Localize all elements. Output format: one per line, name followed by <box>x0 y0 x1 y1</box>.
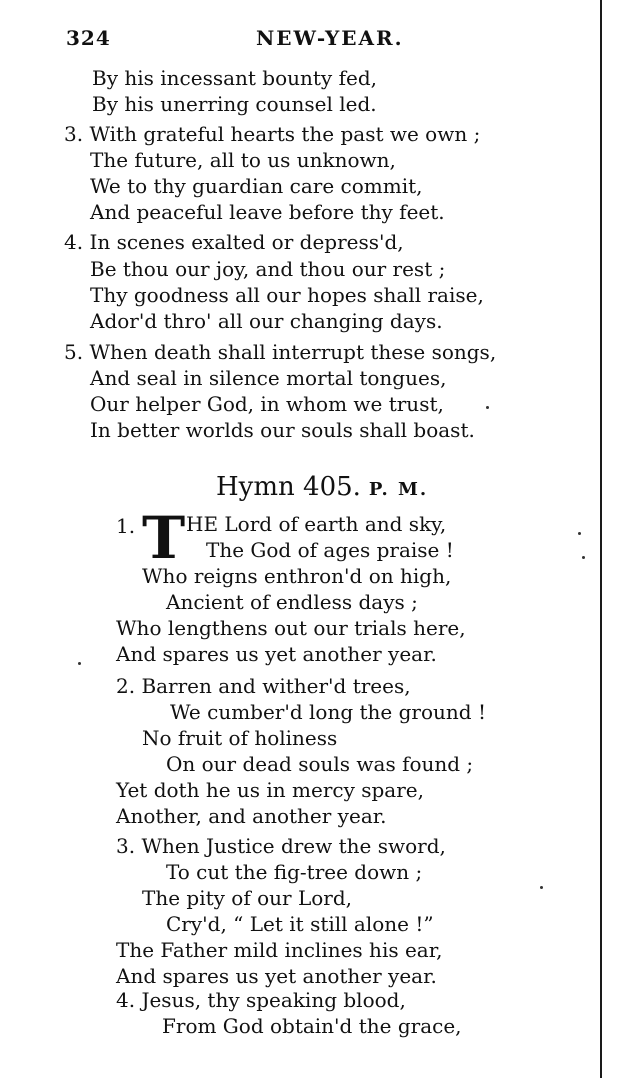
hymn-line: Thy goodness all our hopes shall raise, <box>90 283 484 307</box>
hymn-line: Be thou our joy, and thou our rest ; <box>90 257 446 281</box>
hymn-line: On our dead souls was found ; <box>166 752 474 776</box>
hymn-line: By his unerring counsel led. <box>92 92 377 116</box>
hymn-line: 5. When death shall interrupt these songs, <box>64 340 497 364</box>
hymn-line: The God of ages praise ! <box>206 538 454 562</box>
hymn-line: Another, and another year. <box>116 804 387 828</box>
hymn-line: The Father mild inclines his ear, <box>116 938 443 962</box>
running-title: NEW-YEAR. <box>256 26 404 50</box>
hymn-meter: P. M. <box>368 479 429 500</box>
hymn-line: Ador'd thro' all our changing days. <box>90 309 443 333</box>
hymn-line: We cumber'd long the ground ! <box>170 700 486 724</box>
hymn-line: 2. Barren and wither'd trees, <box>116 674 411 698</box>
hymn-line: Our helper God, in whom we trust, <box>90 392 444 416</box>
hymn-line: And spares us yet another year. <box>116 642 437 666</box>
scan-speck <box>578 532 581 535</box>
hymn-line: By his incessant bounty fed, <box>92 66 377 90</box>
page-number: 324 <box>66 26 111 50</box>
scan-speck <box>582 556 585 559</box>
hymn-line: We to thy guardian care commit, <box>90 174 423 198</box>
verse-number: 1. <box>116 514 136 538</box>
page-header <box>66 26 566 52</box>
hymn-title <box>216 472 428 502</box>
hymn-line: And seal in silence mortal tongues, <box>90 366 447 390</box>
hymn-line: No fruit of holiness <box>142 726 338 750</box>
hymn-line: 3. With grateful hearts the past we own ; <box>64 122 481 146</box>
hymn-line: Yet doth he us in mercy spare, <box>116 778 424 802</box>
hymn-line: In better worlds our souls shall boast. <box>90 418 475 442</box>
hymn-number: Hymn 405. <box>216 472 361 502</box>
hymn-line: The future, all to us unknown, <box>90 148 396 172</box>
hymn-line: Who lengthens out our trials here, <box>116 616 466 640</box>
hymn-line: Ancient of endless days ; <box>166 590 418 614</box>
hymn-line: To cut the fig-tree down ; <box>166 860 423 884</box>
drop-cap: T <box>142 504 186 572</box>
hymn-line: Cry'd, “ Let it still alone !” <box>166 912 434 936</box>
hymn-line: 4. Jesus, thy speaking blood, <box>116 988 406 1012</box>
hymn-line: Who reigns enthron'd on high, <box>142 564 452 588</box>
page-edge-rule <box>600 0 602 1078</box>
hymn-line: And spares us yet another year. <box>116 964 437 988</box>
scan-speck <box>540 886 543 889</box>
hymn-line: The pity of our Lord, <box>142 886 352 910</box>
hymn-line: From God obtain'd the grace, <box>162 1014 462 1038</box>
scan-speck <box>486 406 489 409</box>
scan-speck <box>78 662 81 665</box>
hymn-line: And peaceful leave before thy feet. <box>90 200 445 224</box>
hymn-line: 3. When Justice drew the sword, <box>116 834 446 858</box>
hymn-line: 4. In scenes exalted or depress'd, <box>64 230 404 254</box>
hymn-line: HE Lord of earth and sky, <box>186 512 447 536</box>
